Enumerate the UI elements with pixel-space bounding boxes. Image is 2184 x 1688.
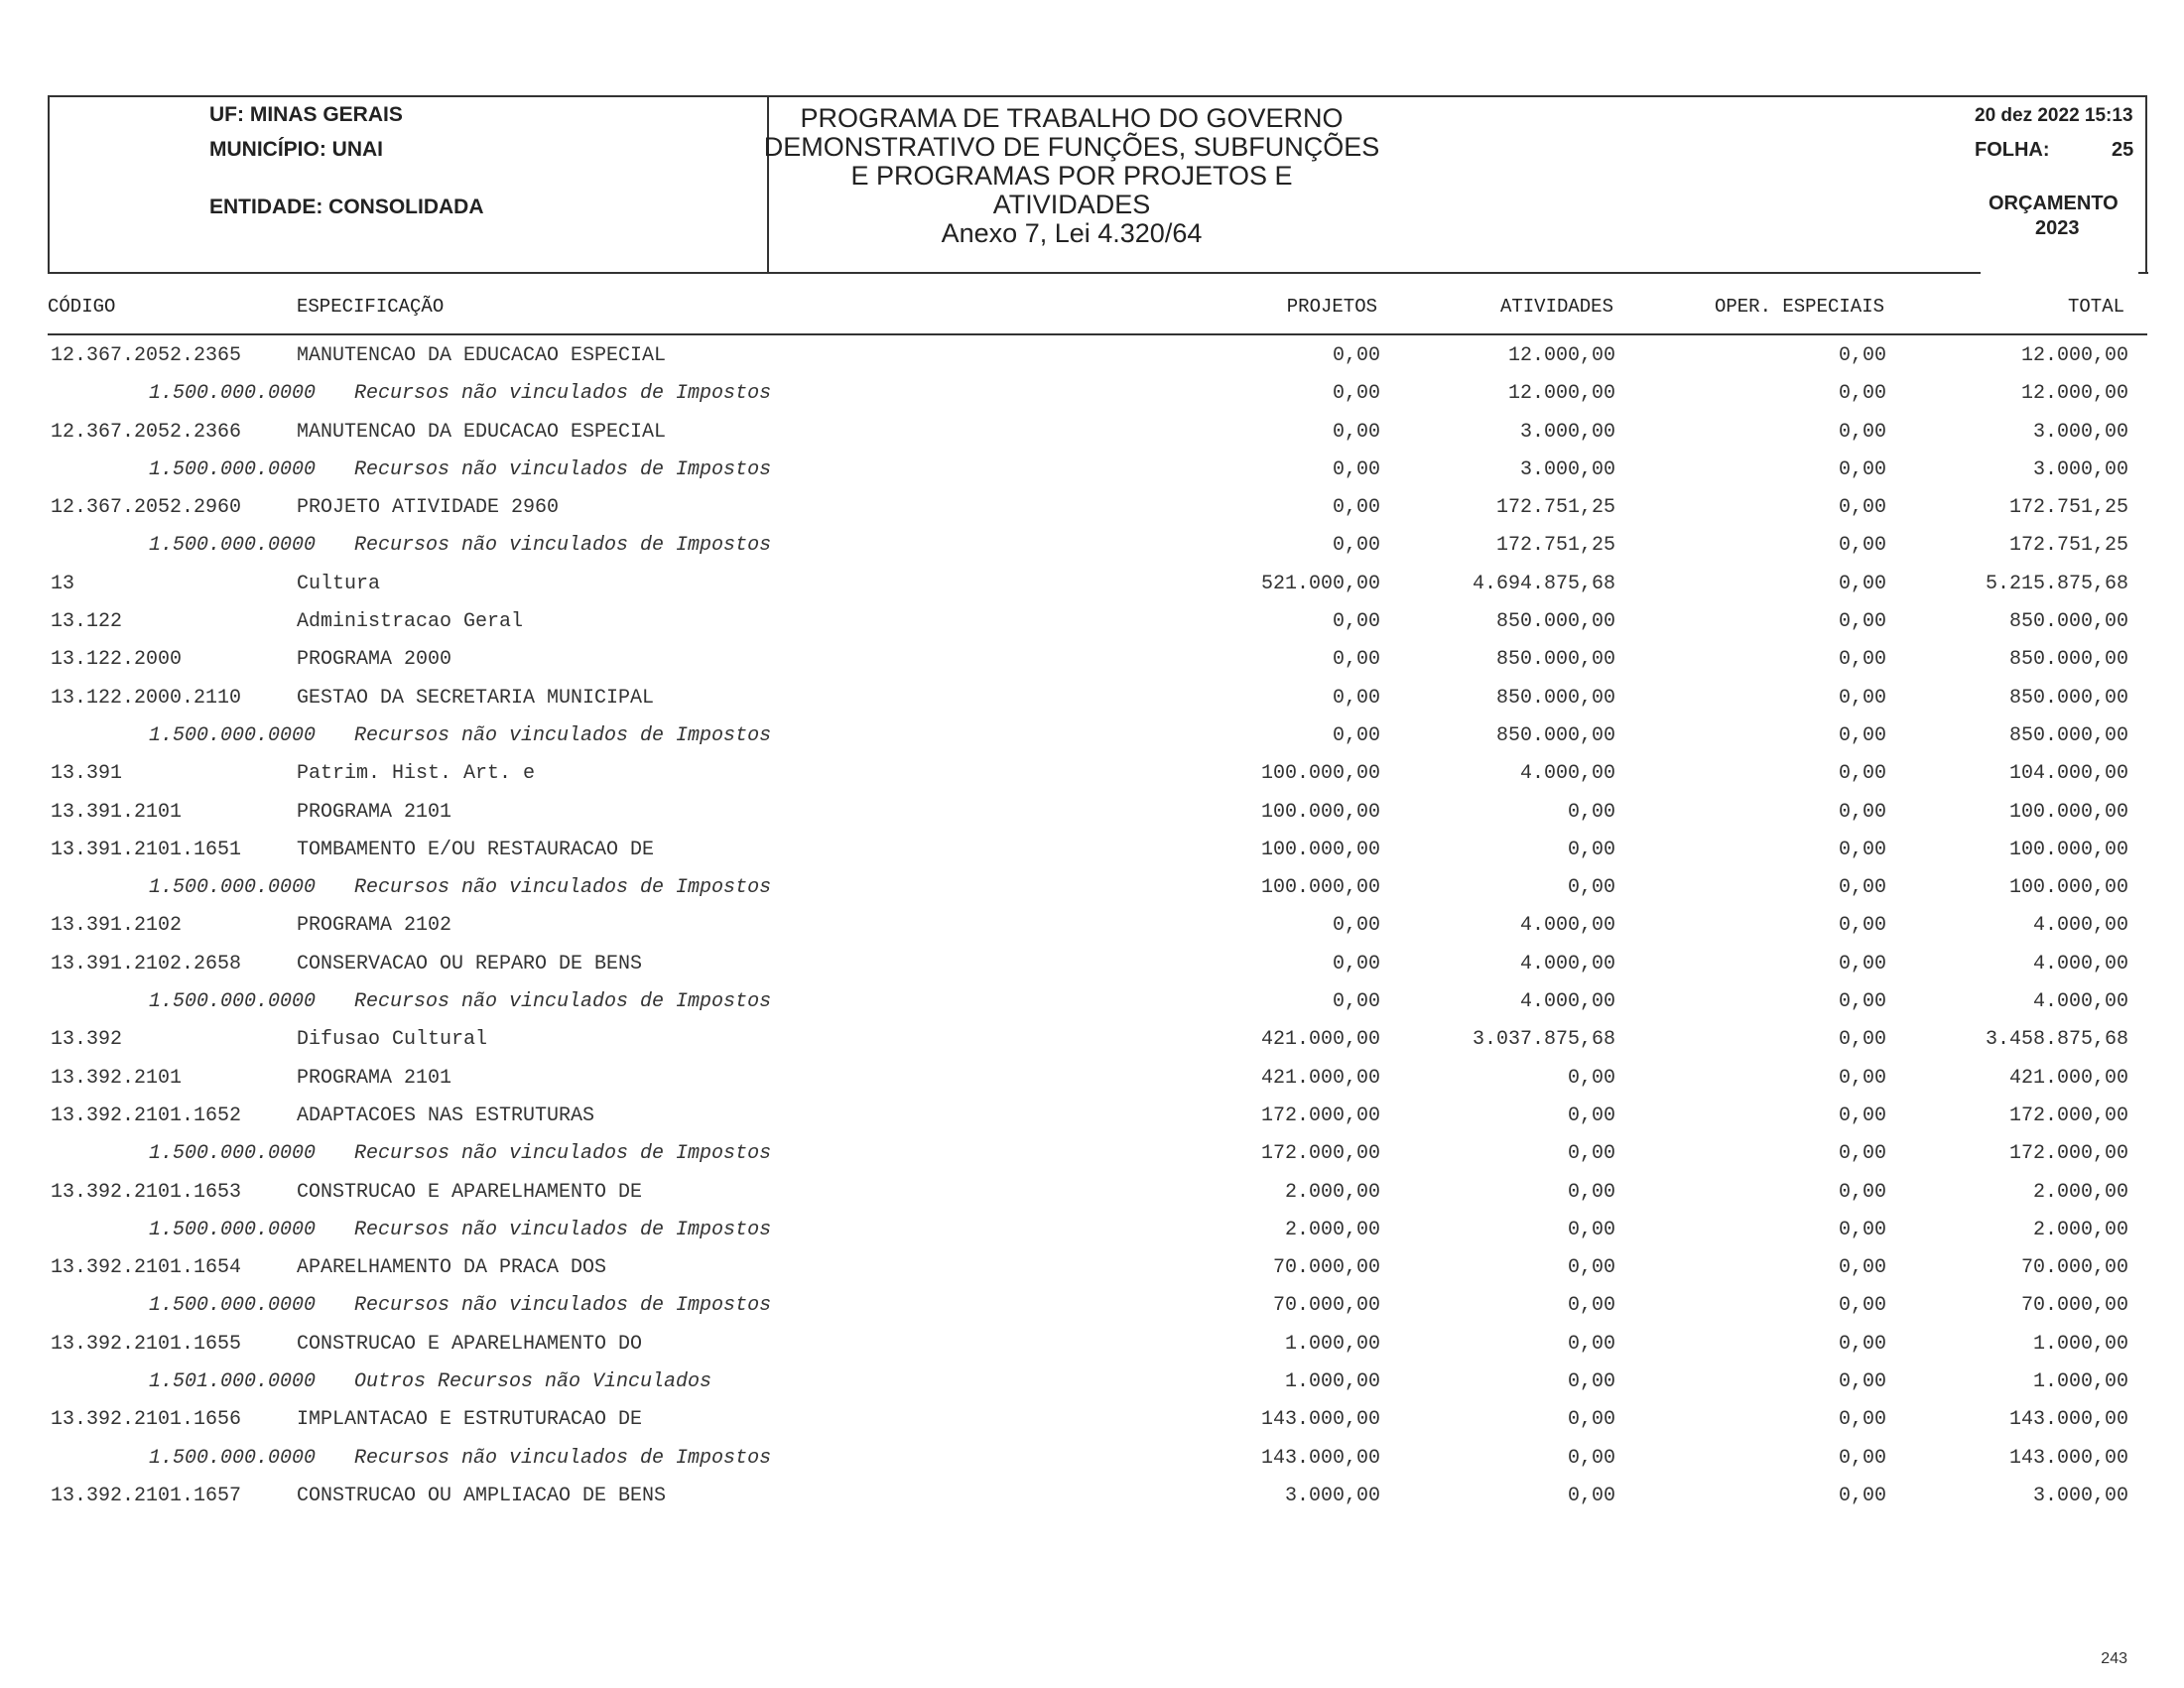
folha-label: FOLHA: xyxy=(1975,139,2050,161)
row-atividades: 0,00 xyxy=(1567,1142,1615,1166)
table-row xyxy=(0,1100,2184,1137)
row-total: 4.000,00 xyxy=(2032,914,2128,938)
row-description: PROGRAMA 2102 xyxy=(297,914,452,938)
table-row xyxy=(0,1023,2184,1061)
row-atividades: 0,00 xyxy=(1567,838,1615,861)
row-atividades: 3.000,00 xyxy=(1519,420,1615,444)
row-total: 850.000,00 xyxy=(2008,610,2128,634)
row-oper-especiais: 0,00 xyxy=(1838,1332,1886,1356)
row-description: Difusao Cultural xyxy=(297,1028,488,1052)
row-oper-especiais: 0,00 xyxy=(1838,496,1886,520)
row-code: 1.500.000.0000 xyxy=(149,1218,317,1241)
row-projetos: 172.000,00 xyxy=(1260,1142,1380,1166)
row-oper-especiais: 0,00 xyxy=(1838,648,1886,672)
row-atividades: 0,00 xyxy=(1567,800,1615,824)
row-atividades: 4.000,00 xyxy=(1519,990,1615,1014)
row-total: 2.000,00 xyxy=(2032,1180,2128,1204)
col-header-projetos: PROJETOS xyxy=(1286,296,1377,318)
row-oper-especiais: 0,00 xyxy=(1838,1104,1886,1127)
row-oper-especiais: 0,00 xyxy=(1838,1408,1886,1432)
row-code: 13.392.2101.1657 xyxy=(51,1484,242,1507)
header-left-border xyxy=(48,95,50,274)
row-oper-especiais: 0,00 xyxy=(1838,1256,1886,1280)
row-code: 13.392.2101.1654 xyxy=(51,1256,242,1280)
row-description: Recursos não vinculados de Impostos xyxy=(354,457,772,481)
header-right-tick xyxy=(2138,272,2148,274)
row-projetos: 421.000,00 xyxy=(1260,1028,1380,1052)
row-atividades: 0,00 xyxy=(1567,1218,1615,1241)
row-description: PROJETO ATIVIDADE 2960 xyxy=(297,496,560,520)
row-atividades: 4.694.875,68 xyxy=(1472,572,1615,595)
table-row xyxy=(0,1251,2184,1289)
table-row xyxy=(0,757,2184,795)
row-atividades: 850.000,00 xyxy=(1495,723,1615,747)
row-projetos: 0,00 xyxy=(1332,990,1380,1014)
table-row xyxy=(0,682,2184,719)
row-code: 1.500.000.0000 xyxy=(149,1294,317,1318)
row-code: 13.391.2102 xyxy=(51,914,183,938)
row-oper-especiais: 0,00 xyxy=(1838,1446,1886,1470)
row-oper-especiais: 0,00 xyxy=(1838,1180,1886,1204)
row-description: Recursos não vinculados de Impostos xyxy=(354,1446,772,1470)
row-projetos: 70.000,00 xyxy=(1272,1256,1380,1280)
row-total: 100.000,00 xyxy=(2008,876,2128,900)
row-total: 100.000,00 xyxy=(2008,800,2128,824)
row-oper-especiais: 0,00 xyxy=(1838,1484,1886,1507)
row-oper-especiais: 0,00 xyxy=(1838,723,1886,747)
row-projetos: 0,00 xyxy=(1332,344,1380,367)
row-projetos: 1.000,00 xyxy=(1284,1332,1380,1356)
row-atividades: 850.000,00 xyxy=(1495,610,1615,634)
row-code: 13 xyxy=(51,572,75,595)
row-code: 13.392.2101.1652 xyxy=(51,1104,242,1127)
table-row xyxy=(0,909,2184,947)
row-description: CONSERVACAO OU REPARO DE BENS xyxy=(297,952,643,975)
entidade-label: ENTIDADE: CONSOLIDADA xyxy=(209,195,484,218)
row-code: 13.391.2101.1651 xyxy=(51,838,242,861)
report-datetime: 20 dez 2022 15:13 xyxy=(1975,105,2133,126)
row-oper-especiais: 0,00 xyxy=(1838,1028,1886,1052)
row-code: 1.500.000.0000 xyxy=(149,457,317,481)
row-description: CONSTRUCAO OU AMPLIACAO DE BENS xyxy=(297,1484,667,1507)
table-row xyxy=(0,416,2184,454)
row-oper-especiais: 0,00 xyxy=(1838,686,1886,710)
row-code: 1.500.000.0000 xyxy=(149,534,317,558)
row-oper-especiais: 0,00 xyxy=(1838,1294,1886,1318)
row-atividades: 0,00 xyxy=(1567,1294,1615,1318)
table-row xyxy=(0,1062,2184,1100)
row-description: Recursos não vinculados de Impostos xyxy=(354,990,772,1014)
row-description: ADAPTACOES NAS ESTRUTURAS xyxy=(297,1104,595,1127)
row-atividades: 12.000,00 xyxy=(1507,344,1615,367)
row-total: 172.751,25 xyxy=(2008,496,2128,520)
row-description: Recursos não vinculados de Impostos xyxy=(354,876,772,900)
table-row xyxy=(0,339,2184,377)
orcamento-label: ORÇAMENTO xyxy=(1989,193,2119,214)
row-description: PROGRAMA 2000 xyxy=(297,648,452,672)
row-description: MANUTENCAO DA EDUCACAO ESPECIAL xyxy=(297,420,667,444)
row-atividades: 4.000,00 xyxy=(1519,914,1615,938)
row-oper-especiais: 0,00 xyxy=(1838,1066,1886,1090)
row-atividades: 0,00 xyxy=(1567,1408,1615,1432)
title-line-2: DEMONSTRATIVO DE FUNÇÕES, SUBFUNÇÕES xyxy=(763,132,1380,162)
row-total: 1.000,00 xyxy=(2032,1332,2128,1356)
row-projetos: 3.000,00 xyxy=(1284,1484,1380,1507)
row-description: PROGRAMA 2101 xyxy=(297,1066,452,1090)
page-number: 243 xyxy=(2101,1650,2127,1667)
row-code: 1.500.000.0000 xyxy=(149,1446,317,1470)
row-projetos: 0,00 xyxy=(1332,914,1380,938)
row-code: 13.122.2000 xyxy=(51,648,183,672)
row-oper-especiais: 0,00 xyxy=(1838,762,1886,786)
row-total: 850.000,00 xyxy=(2008,723,2128,747)
row-projetos: 2.000,00 xyxy=(1284,1218,1380,1241)
row-code: 12.367.2052.2365 xyxy=(51,344,242,367)
row-atividades: 0,00 xyxy=(1567,1484,1615,1507)
row-code: 1.500.000.0000 xyxy=(149,1142,317,1166)
resource-source-row xyxy=(0,719,2184,757)
row-description: Patrim. Hist. Art. e xyxy=(297,762,536,786)
table-row xyxy=(0,491,2184,529)
row-total: 3.000,00 xyxy=(2032,457,2128,481)
title-line-1: PROGRAMA DE TRABALHO DO GOVERNO xyxy=(800,103,1344,133)
table-row xyxy=(0,834,2184,871)
row-total: 5.215.875,68 xyxy=(1985,572,2128,595)
row-description: Recursos não vinculados de Impostos xyxy=(354,382,772,406)
row-projetos: 100.000,00 xyxy=(1260,838,1380,861)
row-code: 1.500.000.0000 xyxy=(149,382,317,406)
row-projetos: 0,00 xyxy=(1332,534,1380,558)
row-description: Recursos não vinculados de Impostos xyxy=(354,723,772,747)
table-row xyxy=(0,1403,2184,1441)
row-atividades: 0,00 xyxy=(1567,1370,1615,1394)
row-total: 172.751,25 xyxy=(2008,534,2128,558)
row-projetos: 2.000,00 xyxy=(1284,1180,1380,1204)
resource-source-row xyxy=(0,871,2184,909)
table-row xyxy=(0,1176,2184,1214)
row-total: 4.000,00 xyxy=(2032,952,2128,975)
row-total: 12.000,00 xyxy=(2020,382,2128,406)
row-total: 70.000,00 xyxy=(2020,1256,2128,1280)
row-description: CONSTRUCAO E APARELHAMENTO DE xyxy=(297,1180,643,1204)
row-description: Recursos não vinculados de Impostos xyxy=(354,1142,772,1166)
row-code: 1.501.000.0000 xyxy=(149,1370,317,1394)
row-oper-especiais: 0,00 xyxy=(1838,1370,1886,1394)
row-oper-especiais: 0,00 xyxy=(1838,800,1886,824)
row-total: 143.000,00 xyxy=(2008,1408,2128,1432)
row-code: 13.392.2101.1653 xyxy=(51,1180,242,1204)
row-code: 1.500.000.0000 xyxy=(149,990,317,1014)
row-code: 1.500.000.0000 xyxy=(149,723,317,747)
row-description: Recursos não vinculados de Impostos xyxy=(354,1218,772,1241)
table-row xyxy=(0,948,2184,985)
row-atividades: 0,00 xyxy=(1567,1066,1615,1090)
table-row xyxy=(0,568,2184,605)
uf-label: UF: MINAS GERAIS xyxy=(209,103,403,126)
row-projetos: 0,00 xyxy=(1332,420,1380,444)
row-description: TOMBAMENTO E/OU RESTAURACAO DE xyxy=(297,838,655,861)
row-description: Recursos não vinculados de Impostos xyxy=(354,534,772,558)
row-description: Administracao Geral xyxy=(297,610,524,634)
row-description: Outros Recursos não Vinculados xyxy=(354,1370,712,1394)
col-header-codigo: CÓDIGO xyxy=(48,296,116,318)
row-total: 3.000,00 xyxy=(2032,1484,2128,1507)
row-total: 850.000,00 xyxy=(2008,686,2128,710)
table-row xyxy=(0,1480,2184,1517)
col-header-especificacao: ESPECIFICAÇÃO xyxy=(297,296,445,318)
row-code: 13.392 xyxy=(51,1028,123,1052)
row-atividades: 0,00 xyxy=(1567,1256,1615,1280)
row-projetos: 143.000,00 xyxy=(1260,1408,1380,1432)
row-atividades: 4.000,00 xyxy=(1519,762,1615,786)
row-oper-especiais: 0,00 xyxy=(1838,914,1886,938)
row-code: 13.391 xyxy=(51,762,123,786)
orcamento-year: 2023 xyxy=(2035,217,2080,239)
row-oper-especiais: 0,00 xyxy=(1838,610,1886,634)
row-oper-especiais: 0,00 xyxy=(1838,1142,1886,1166)
folha-value: 25 xyxy=(2112,139,2134,161)
row-atividades: 0,00 xyxy=(1567,1446,1615,1470)
row-oper-especiais: 0,00 xyxy=(1838,382,1886,406)
report-title xyxy=(754,104,1389,248)
column-header-underline xyxy=(48,333,2147,335)
municipio-label: MUNICÍPIO: UNAI xyxy=(209,138,383,161)
resource-source-row xyxy=(0,1289,2184,1327)
header-right-border xyxy=(2145,95,2147,272)
row-oper-especiais: 0,00 xyxy=(1838,838,1886,861)
row-total: 172.000,00 xyxy=(2008,1104,2128,1127)
table-row xyxy=(0,605,2184,643)
row-atividades: 172.751,25 xyxy=(1495,496,1615,520)
row-oper-especiais: 0,00 xyxy=(1838,990,1886,1014)
row-projetos: 421.000,00 xyxy=(1260,1066,1380,1090)
row-projetos: 0,00 xyxy=(1332,457,1380,481)
title-line-3: E PROGRAMAS POR PROJETOS E xyxy=(850,161,1293,191)
row-projetos: 70.000,00 xyxy=(1272,1294,1380,1318)
row-atividades: 12.000,00 xyxy=(1507,382,1615,406)
row-code: 13.392.2101.1656 xyxy=(51,1408,242,1432)
col-header-atividades: ATIVIDADES xyxy=(1499,296,1613,318)
row-atividades: 0,00 xyxy=(1567,1180,1615,1204)
row-atividades: 4.000,00 xyxy=(1519,952,1615,975)
row-description: GESTAO DA SECRETARIA MUNICIPAL xyxy=(297,686,655,710)
row-description: IMPLANTACAO E ESTRUTURACAO DE xyxy=(297,1408,643,1432)
row-atividades: 3.000,00 xyxy=(1519,457,1615,481)
row-code: 13.392.2101.1655 xyxy=(51,1332,242,1356)
table-row xyxy=(0,643,2184,681)
row-oper-especiais: 0,00 xyxy=(1838,1218,1886,1241)
row-total: 12.000,00 xyxy=(2020,344,2128,367)
resource-source-row xyxy=(0,377,2184,415)
row-code: 13.392.2101 xyxy=(51,1066,183,1090)
resource-source-row xyxy=(0,1214,2184,1251)
row-total: 421.000,00 xyxy=(2008,1066,2128,1090)
row-description: MANUTENCAO DA EDUCACAO ESPECIAL xyxy=(297,344,667,367)
row-total: 100.000,00 xyxy=(2008,838,2128,861)
row-projetos: 521.000,00 xyxy=(1260,572,1380,595)
row-projetos: 0,00 xyxy=(1332,496,1380,520)
title-line-4: ATIVIDADES xyxy=(992,190,1151,219)
row-total: 70.000,00 xyxy=(2020,1294,2128,1318)
table-row xyxy=(0,1328,2184,1365)
row-projetos: 0,00 xyxy=(1332,952,1380,975)
header-bottom-border xyxy=(48,272,1981,274)
row-oper-especiais: 0,00 xyxy=(1838,457,1886,481)
row-description: CONSTRUCAO E APARELHAMENTO DO xyxy=(297,1332,643,1356)
row-projetos: 1.000,00 xyxy=(1284,1370,1380,1394)
row-code: 13.391.2102.2658 xyxy=(51,952,242,975)
row-atividades: 850.000,00 xyxy=(1495,648,1615,672)
row-total: 1.000,00 xyxy=(2032,1370,2128,1394)
row-total: 850.000,00 xyxy=(2008,648,2128,672)
row-total: 104.000,00 xyxy=(2008,762,2128,786)
row-projetos: 143.000,00 xyxy=(1260,1446,1380,1470)
row-projetos: 0,00 xyxy=(1332,382,1380,406)
row-description: APARELHAMENTO DA PRACA DOS xyxy=(297,1256,607,1280)
header-top-border xyxy=(48,95,2147,97)
row-atividades: 0,00 xyxy=(1567,1104,1615,1127)
row-code: 13.122 xyxy=(51,610,123,634)
title-line-5: Anexo 7, Lei 4.320/64 xyxy=(941,218,1203,248)
row-total: 3.000,00 xyxy=(2032,420,2128,444)
row-atividades: 3.037.875,68 xyxy=(1472,1028,1615,1052)
row-atividades: 0,00 xyxy=(1567,1332,1615,1356)
row-oper-especiais: 0,00 xyxy=(1838,420,1886,444)
row-projetos: 0,00 xyxy=(1332,648,1380,672)
resource-source-row xyxy=(0,1442,2184,1480)
row-code: 13.391.2101 xyxy=(51,800,183,824)
row-code: 12.367.2052.2366 xyxy=(51,420,242,444)
row-oper-especiais: 0,00 xyxy=(1838,344,1886,367)
row-oper-especiais: 0,00 xyxy=(1838,534,1886,558)
resource-source-row xyxy=(0,1137,2184,1175)
row-oper-especiais: 0,00 xyxy=(1838,876,1886,900)
row-code: 1.500.000.0000 xyxy=(149,876,317,900)
row-description: Cultura xyxy=(297,572,381,595)
row-total: 3.458.875,68 xyxy=(1985,1028,2128,1052)
row-atividades: 172.751,25 xyxy=(1495,534,1615,558)
col-header-oper-especiais: OPER. ESPECIAIS xyxy=(1714,296,1884,318)
row-atividades: 850.000,00 xyxy=(1495,686,1615,710)
row-code: 13.122.2000.2110 xyxy=(51,686,242,710)
row-projetos: 100.000,00 xyxy=(1260,876,1380,900)
row-total: 4.000,00 xyxy=(2032,990,2128,1014)
resource-source-row xyxy=(0,1365,2184,1403)
row-projetos: 100.000,00 xyxy=(1260,800,1380,824)
row-projetos: 0,00 xyxy=(1332,686,1380,710)
resource-source-row xyxy=(0,529,2184,567)
row-oper-especiais: 0,00 xyxy=(1838,572,1886,595)
row-total: 2.000,00 xyxy=(2032,1218,2128,1241)
resource-source-row xyxy=(0,454,2184,491)
row-projetos: 172.000,00 xyxy=(1260,1104,1380,1127)
row-description: PROGRAMA 2101 xyxy=(297,800,452,824)
budget-table xyxy=(0,339,2184,1517)
row-projetos: 0,00 xyxy=(1332,610,1380,634)
resource-source-row xyxy=(0,985,2184,1023)
row-total: 143.000,00 xyxy=(2008,1446,2128,1470)
row-atividades: 0,00 xyxy=(1567,876,1615,900)
row-total: 172.000,00 xyxy=(2008,1142,2128,1166)
row-projetos: 0,00 xyxy=(1332,723,1380,747)
table-row xyxy=(0,796,2184,834)
row-code: 12.367.2052.2960 xyxy=(51,496,242,520)
col-header-total: TOTAL xyxy=(2067,296,2124,318)
row-projetos: 100.000,00 xyxy=(1260,762,1380,786)
row-oper-especiais: 0,00 xyxy=(1838,952,1886,975)
row-description: Recursos não vinculados de Impostos xyxy=(354,1294,772,1318)
